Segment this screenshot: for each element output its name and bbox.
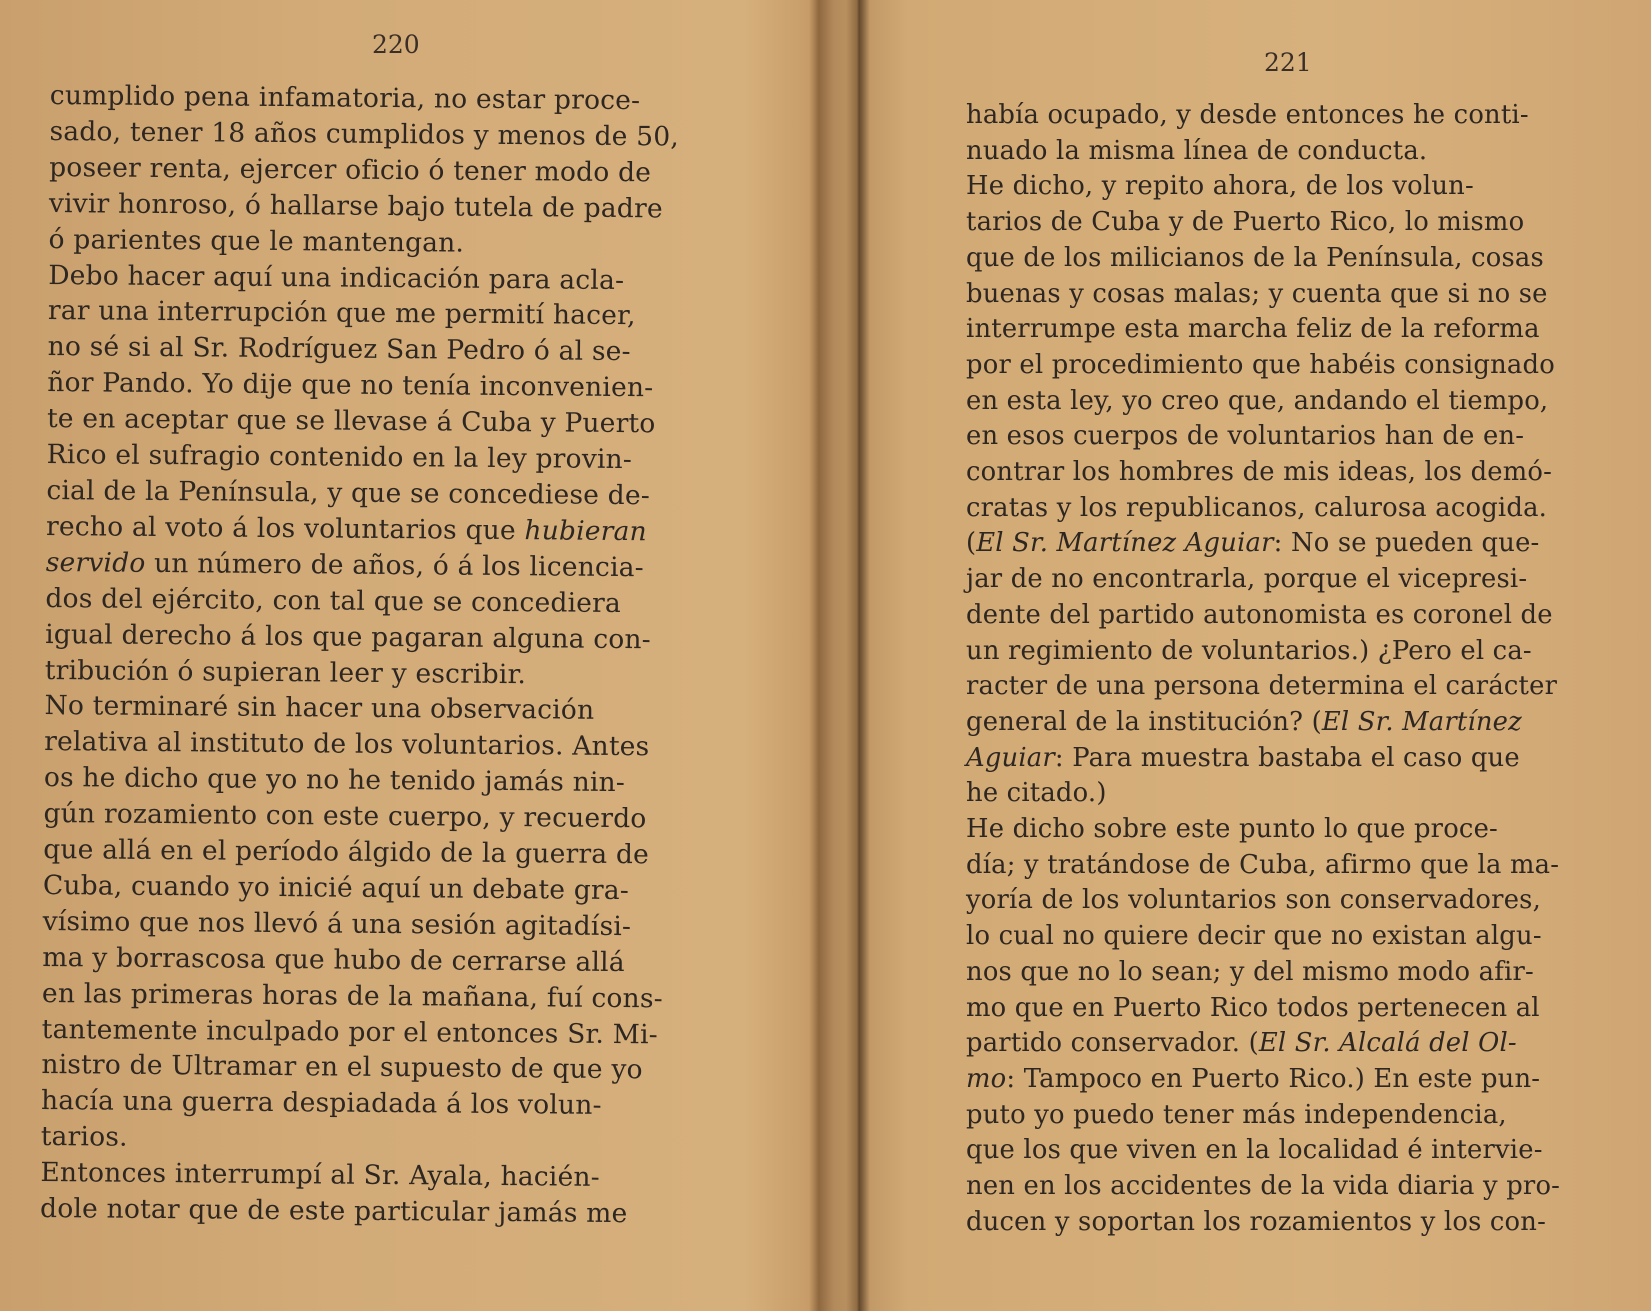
text-line [966, 1062, 1606, 1098]
text-line: día; y tratándose de Cuba, afirmo que la ma- [966, 849, 1560, 880]
text-line [966, 741, 1606, 777]
text-line: yoría de los voluntarios son conservadores, [966, 885, 1541, 916]
text-line: cial de la Península, y que se concediese de- [46, 474, 651, 512]
text-line: hacía una guerra despiadada á los volun- [40, 1085, 602, 1122]
text-line: por el procedimiento que habéis consignado [966, 349, 1555, 380]
text-line: que los que viven en la localidad é intervie- [966, 1135, 1543, 1166]
text-line: mo que en Puerto Rico todos pertenecen al [966, 992, 1540, 1023]
text-line: No terminaré sin hacer una observación [44, 690, 595, 727]
italic-text: El Sr. Alcalá del Ol- [1258, 1028, 1517, 1059]
text-line: interrumpe esta marcha feliz de la reforma [966, 314, 1540, 345]
text-line: dole notar que de este particular jamás me [39, 1193, 628, 1230]
text-line: ó parientes que le mantengan. [48, 223, 465, 259]
text-line: había ocupado, y desde entonces he conti- [966, 100, 1529, 130]
text-line: he citado.) [966, 778, 1107, 809]
text-run: recho al voto á los voluntarios que [45, 510, 525, 547]
text-line [46, 545, 706, 587]
text-line: lo cual no quiere decir que no existan algu- [966, 921, 1542, 952]
text-line [966, 1026, 1606, 1062]
text-line: poseer renta, ejercer oficio ó tener modo de [49, 151, 652, 189]
text-line: nuado la misma línea de conducta. [966, 135, 1428, 166]
text-line: cratas y los republicanos, calurosa acogida. [966, 492, 1548, 523]
text-run: partido conservador. [966, 1028, 1249, 1059]
text-line: en esta ley, yo creo que, andando el tiempo, [966, 385, 1549, 416]
text-line: cumplido pena infamatoria, no estar proce- [49, 79, 641, 117]
text-line: Debo hacer aquí una indicación para acla- [48, 259, 625, 296]
text-line: He dicho, y repito ahora, de los volun- [966, 171, 1474, 202]
text-run: : No se pueden que- [1273, 528, 1540, 559]
text-line: sado, tener 18 años cumplidos y menos de 50, [49, 115, 680, 153]
text-line: ma y borrascosa que hubo de cerrarse allá [42, 941, 625, 978]
text-line [966, 705, 1606, 741]
text-line: dos del ejército, con tal que se concediera [45, 582, 622, 619]
text-line: nen en los accidentes de la vida diaria y pro- [966, 1171, 1561, 1202]
text-line: dente del partido autonomista es coronel de [966, 599, 1553, 630]
text-line: te en aceptar que se llevase á Cuba y Puerto [46, 403, 656, 440]
text-line: contrar los hombres de mis ideas, los demó- [966, 457, 1553, 488]
text-run: : Tampoco en Puerto Rico.) En este pun- [1006, 1063, 1541, 1094]
text-run: general de la institución? ( [966, 706, 1322, 737]
text-line: Cuba, cuando yo inicié aquí un debate gra- [42, 869, 630, 907]
text-line: racter de una persona determina el carácter [966, 671, 1558, 702]
text-run: un número de años, ó á los licencia- [145, 547, 644, 583]
text-line: puto yo puedo tener más independencia, [966, 1099, 1507, 1130]
italic-text: servido [45, 546, 146, 579]
text-line: rar una interrupción que me permití hacer, [47, 295, 636, 332]
text-line: Entonces interrumpí al Sr. Ayala, hacién- [40, 1157, 600, 1194]
text-line: Rico el sufragio contenido en la ley provin- [46, 439, 633, 476]
page-body [966, 98, 1606, 1241]
italic-text: El Sr. Martínez [1321, 706, 1522, 737]
text-line: igual derecho á los que pagaran alguna con- [45, 618, 652, 655]
text-line [966, 526, 1606, 562]
text-line: un regimiento de voluntarios.) ¿Pero el ca- [966, 635, 1532, 666]
text-line [46, 509, 706, 551]
italic-text: El Sr. Martínez Aguiar [976, 528, 1274, 559]
italic-text: Aguiar [966, 742, 1055, 773]
text-line: en esos cuerpos de voluntarios han de en- [966, 421, 1525, 452]
text-line: os he dicho que yo no he tenido jamás nin- [43, 762, 626, 799]
text-line: ñor Pando. Yo dije que no tenía inconvenien- [47, 367, 654, 404]
text-line: nistro de Ultramar en el supuesto de que yo [41, 1049, 643, 1086]
text-line: tarios. [40, 1121, 128, 1153]
right-page [862, 0, 1651, 1311]
text-run: ( [966, 528, 977, 559]
text-line: ducen y soportan los rozamientos y los con- [966, 1206, 1547, 1237]
text-line: en las primeras horas de la mañana, fuí cons- [41, 977, 663, 1015]
text-line: buenas y cosas malas; y cuenta que si no se [966, 278, 1548, 309]
italic-text: mo [966, 1063, 1007, 1094]
italic-text: hubieran [524, 515, 647, 548]
text-line: tantemente inculpado por el entonces Sr. Mi- [41, 1013, 659, 1050]
text-line: He dicho sobre este punto lo que proce- [966, 814, 1498, 845]
text-line: jar de no encontrarla, porque el vicepresi- [966, 564, 1528, 595]
text-line: tribución ó supieran leer y escribir. [44, 654, 527, 690]
text-line: vísimo que nos llevó á una sesión agitadísi- [42, 905, 632, 942]
page-number: 221 [1264, 48, 1312, 77]
text-run: ( [1248, 1028, 1259, 1059]
text-line: nos que no lo sean; y del mismo modo afir- [966, 956, 1534, 987]
text-line: que allá en el período álgido de la guerra de [43, 834, 650, 871]
text-line: relativa al instituto de los voluntarios. Antes [44, 726, 650, 763]
text-run: : Para muestra bastaba el caso que [1054, 742, 1520, 773]
text-line: gún rozamiento con este cuerpo, y recuerdo [43, 798, 647, 835]
page-body [40, 78, 710, 1233]
text-line: tarios de Cuba y de Puerto Rico, lo mismo [966, 207, 1525, 238]
text-line: no sé si al Sr. Rodríguez San Pedro ó al se- [47, 331, 631, 368]
text-line: que de los milicianos de la Península, cosas [966, 242, 1544, 273]
page-number: 220 [372, 30, 420, 59]
text-line: vivir honroso, ó hallarse bajo tutela de padre [48, 187, 663, 225]
